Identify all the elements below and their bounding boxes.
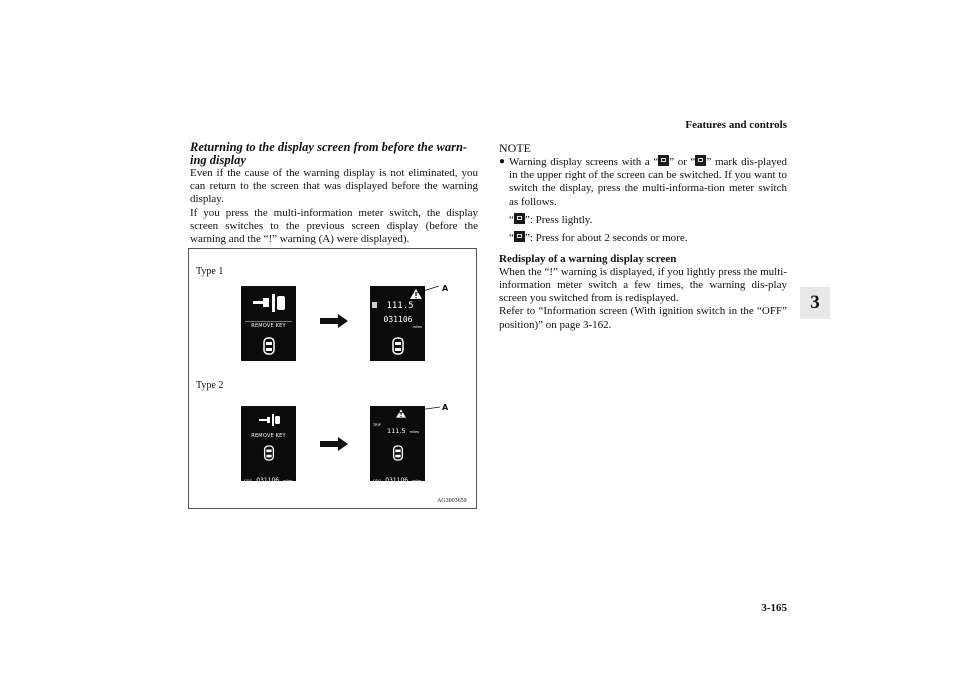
press-lightly-line: “ ”: Press lightly.	[509, 213, 593, 226]
odo-value: 031106	[256, 477, 280, 484]
note-text: Warning display screens with a “ ” or “ ” mark dis-played in the upper right of the screen can be switched. If you want to switch the display, press the multi-informa-tion meter switch as follows.	[509, 156, 787, 208]
type1-remove-key-display	[241, 286, 296, 361]
figure-code: AG3003659	[437, 498, 467, 504]
type1-trip-display	[370, 286, 425, 361]
trip-value: 111.5	[387, 427, 406, 435]
type2-remove-key-display	[241, 406, 296, 484]
key-icon	[257, 413, 281, 427]
switch-mark-icon	[658, 155, 669, 166]
left-column	[190, 141, 478, 246]
page-number: 3-165	[761, 602, 787, 614]
car-icon	[391, 444, 405, 462]
remove-key-text: REMOVE KEY	[251, 323, 286, 329]
redisplay-paragraph: When the “!” warning is displayed, if you lightly press the multi-information meter switch a few times, the warning dis-play screen you switched from is redisplayed.	[499, 265, 787, 305]
odo-row	[244, 469, 296, 487]
type1-label: Type 1	[196, 266, 224, 277]
press-long-line: “ ”: Press for about 2 seconds or more.	[509, 231, 688, 244]
switch-mark-icon	[514, 213, 525, 224]
reference-paragraph: Refer to “Information screen (With ignition switch in the “OFF” position)” on page 3-162.	[499, 305, 787, 331]
odo-units: miles	[412, 479, 422, 483]
trip-marker	[372, 302, 377, 308]
key-icon	[251, 292, 287, 314]
bullet-icon: ●	[499, 156, 506, 167]
callout-a: A	[442, 284, 449, 293]
trip-row	[387, 420, 419, 438]
odo-value: 031106	[385, 477, 409, 484]
type2-label: Type 2	[196, 380, 224, 391]
type2-trip-display	[370, 406, 425, 484]
trip-units: miles	[409, 430, 419, 434]
odo-row	[373, 469, 425, 487]
units-label: miles	[412, 325, 422, 329]
odo-units: miles	[283, 479, 293, 483]
odo-value: 031106	[383, 315, 413, 324]
arrow-right-icon	[320, 314, 348, 328]
note-item	[499, 155, 787, 245]
switch-mark-hold-icon	[514, 231, 525, 242]
section-heading: Returning to the display screen from before the warn-ing display	[190, 140, 468, 167]
figure-box	[188, 248, 477, 509]
odo-tag: ODO	[373, 479, 382, 483]
car-icon	[261, 336, 277, 356]
car-icon	[390, 336, 406, 356]
divider	[245, 321, 292, 322]
car-icon	[262, 444, 276, 462]
running-header: Features and controls	[685, 119, 787, 131]
odo-tag: ODO	[244, 479, 253, 483]
redisplay-heading: Redisplay of a warning display screen	[499, 252, 677, 265]
trip-value: 111.5	[386, 301, 414, 311]
instruction-paragraph: If you press the multi-information meter switch, the display screen switches to the previous screen display (before the warning and the “!” warning (A) were displayed).	[190, 206, 478, 246]
switch-mark-hold-icon	[695, 155, 706, 166]
intro-paragraph: Even if the cause of the warning display is not eliminated, you can return to the screen that was displayed before the warning display.	[190, 167, 478, 206]
callout-a: A	[442, 403, 449, 412]
note-title: NOTE	[499, 141, 531, 155]
trip-tag: TRIP	[373, 423, 381, 427]
callout-line	[398, 403, 449, 415]
chapter-tab: 3	[800, 287, 830, 319]
right-column	[499, 141, 787, 332]
remove-key-text: REMOVE KEY	[251, 433, 286, 439]
arrow-right-icon	[320, 437, 348, 451]
